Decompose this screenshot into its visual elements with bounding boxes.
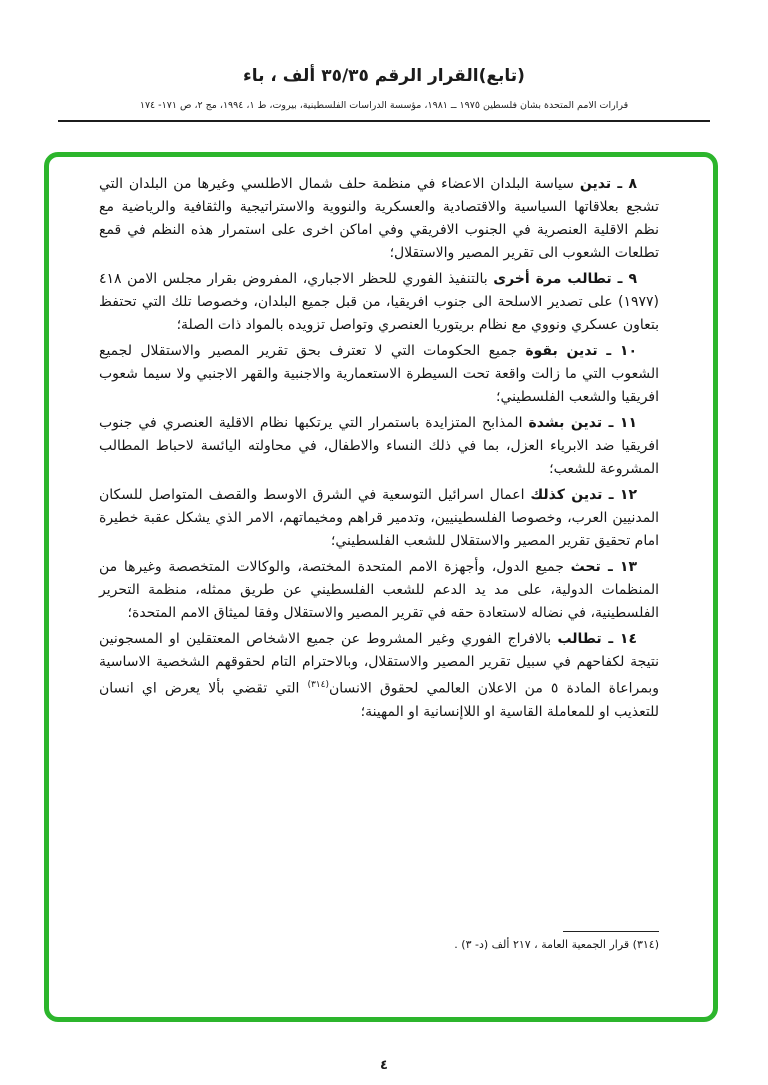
header-divider: [58, 120, 710, 122]
footnote-area: [99, 931, 659, 951]
paragraph-text: المذابح المتزايدة باستمرار التي يرتكبها نظام الاقلية العنصري في جنوب افريقيا ضد الابرياء العزل، بما في ذلك النساء والاطفال، في محاولته اليائسة لاحباط المطالب المشروعة للشعب؛: [99, 415, 659, 477]
body-paragraph: [99, 412, 659, 481]
paragraph-text: التي تقضي بألا يعرض اي انسان للتعذيب او للمعاملة القاسية او اللاإنسانية او المهينة؛: [99, 680, 659, 720]
body-paragraph: [99, 340, 659, 409]
paragraph-number: ١٠ ـ: [606, 343, 638, 359]
page-title: (تابع)القرار الرقم ٣٥/٣٥ ألف ، باء: [243, 66, 525, 86]
paragraph-lead: تحث: [570, 559, 601, 575]
paragraph-number: ١١ ـ: [608, 415, 638, 431]
body-paragraph: [99, 173, 659, 265]
document-header: [0, 0, 768, 122]
paragraph-lead: تدين بقوة: [525, 343, 598, 359]
body-paragraph: [99, 484, 659, 553]
body-paragraph: [99, 556, 659, 625]
paragraph-text: جميع الدول، وأجهزة الامم المتحدة المختصة، والوكالات المتخصصة وغيرها من المنظمات الدولية، على مد يد الدعم للشعب الفلسطيني عن طريق ممثله، منظمة التحرير الفلسطينية، في نضاله لاستعادة حقه في تقرير المصير والاستقلال وفقا لميثاق الامم المتحدة؛: [99, 559, 659, 621]
paragraph-number: ٨ ـ: [617, 176, 637, 192]
page-number: ٤: [380, 1058, 388, 1073]
body-text: [99, 173, 659, 727]
paragraph-text: سياسة البلدان الاعضاء في منظمة حلف شمال الاطلسي وغيرها من البلدان التي تشجع بعلاقاتها السياسية والاقتصادية والعسكرية والنووية والاستراتيجية والثقافية والرياضية مع نظم الاقلية العنصرية في الجنوب الافريقي وفي اماكن اخرى على استمرار هذه النظم في قمع تطلعات الشعوب الى تقرير المصير والاستقلال؛: [99, 176, 659, 261]
paragraph-lead: تدين بشدة: [528, 415, 603, 431]
footnote-marker: (٣١٤): [307, 680, 329, 690]
paragraph-number: ٩ ـ: [617, 271, 638, 287]
paragraph-number: ١٣ ـ: [607, 559, 638, 575]
highlight-frame: [44, 152, 718, 1022]
footnote-divider: [563, 931, 659, 932]
footnote-text: (٣١٤) قرار الجمعية العامة ، ٢١٧ ألف (د- ٣) .: [454, 938, 659, 951]
paragraph-lead: تطالب: [557, 631, 602, 647]
paragraph-text: اعمال اسرائيل التوسعية في الشرق الاوسط والقصف المتواصل للسكان المدنيين العرب، وخصوصا الفلسطينيين، وتدمير قراهم ومخيماتهم، الامر الذي يشكل عقبة خطيرة امام تحقيق تقرير المصير والاستقلال للشعب الفلسطيني؛: [99, 487, 659, 549]
paragraph-text: بالافراج الفوري وغير المشروط عن جميع الاشخاص المعتقلين او المسجونين نتيجة لكفاحهم في سبيل تقرير المصير والاستقلال، وبالاحترام التام لحقوقهم الشخصية الاساسية وبمراعاة المادة ٥ من الاعلان العالمي لحقوق الانسان: [99, 631, 659, 697]
paragraph-number: ١٤ ـ: [608, 631, 638, 647]
body-paragraph: [99, 628, 659, 724]
body-paragraph: [99, 268, 659, 337]
source-citation: قرارات الامم المتحدة بشأن فلسطين ١٩٧٥ ــ ١٩٨١، مؤسسة الدراسات الفلسطينية، بيروت، ط ١، ١٩٩٤، مج ٢، ص ١٧١- ١٧٤: [139, 100, 629, 111]
paragraph-lead: تدين: [579, 176, 612, 192]
paragraph-text: جميع الحكومات التي لا تعترف بحق تقرير المصير والاستقلال لجميع الشعوب التي ما زالت واقعة تحت السيطرة الاستعمارية والاجنبية والقهر الاجنبي ولا سيما شعوب افريقيا والشعب الفلسطيني؛: [99, 343, 659, 405]
paragraph-lead: تدين كذلك: [530, 487, 603, 503]
paragraph-number: ١٢ ـ: [608, 487, 638, 503]
paragraph-text: بالتنفيذ الفوري للحظر الاجباري، المفروض بقرار مجلس الامن ٤١٨ (١٩٧٧) على تصدير الاسلحة الى جنوب افريقيا، من قبل جميع البلدان، وخصوصا تلك التي تحتفظ بتعاون عسكري ونووي مع نظام بريتوريا العنصري وتواصل تزويده بالمواد ذات الصلة؛: [99, 271, 659, 333]
paragraph-lead: تطالب مرة أخرى: [493, 271, 612, 287]
